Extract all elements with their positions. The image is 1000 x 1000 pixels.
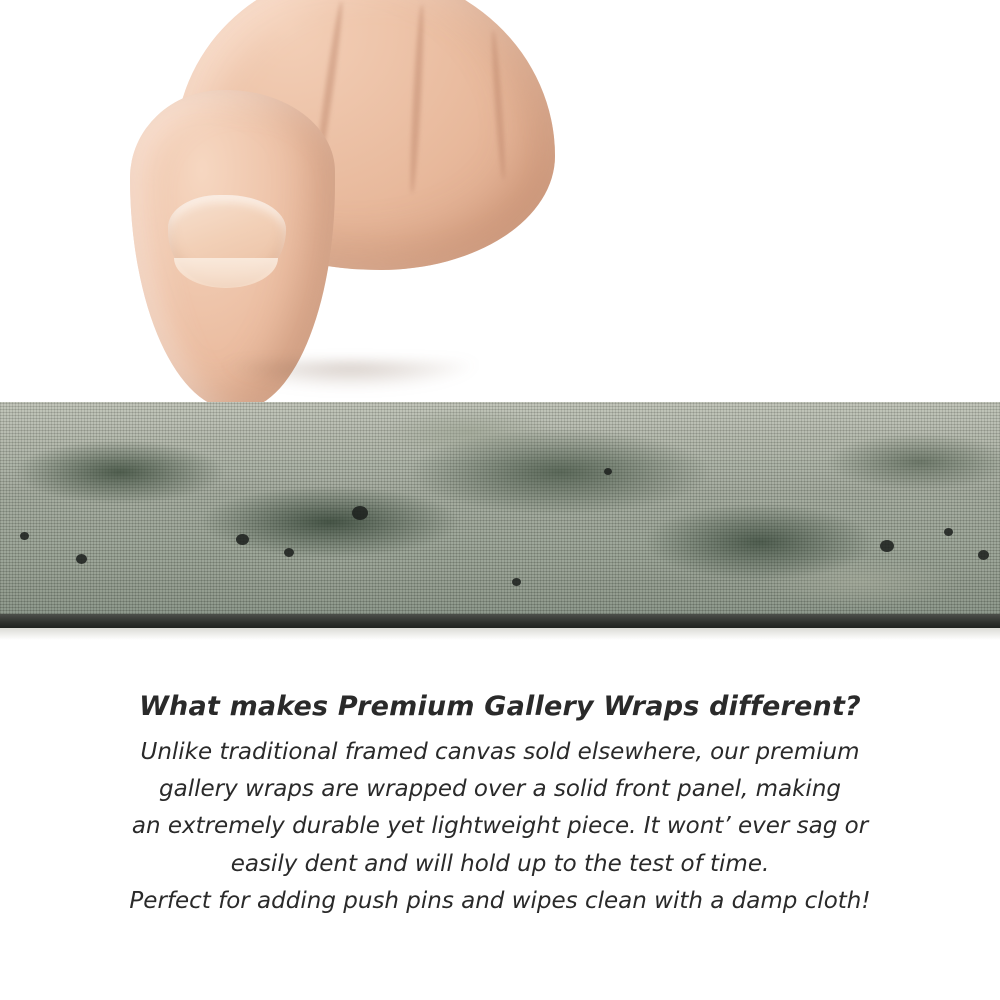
hand-shadow <box>220 362 480 390</box>
hand-photo <box>120 0 550 430</box>
caption-line-2: gallery wraps are wrapped over a solid front panel, making <box>159 776 841 802</box>
canvas-side-edge <box>0 614 1000 628</box>
canvas-speck <box>20 532 29 540</box>
canvas-speck <box>284 548 294 557</box>
canvas-speck <box>352 506 368 520</box>
canvas-speck <box>236 534 249 545</box>
canvas-speck <box>76 554 87 564</box>
canvas-speck <box>944 528 953 536</box>
caption-line-5: Perfect for adding push pins and wipes clean with a damp cloth! <box>129 887 871 914</box>
canvas-speck <box>880 540 894 552</box>
canvas-speck <box>604 468 612 475</box>
knuckle-crease <box>490 30 507 180</box>
canvas-printed-face <box>0 402 1000 614</box>
caption-line-4: easily dent and will hold up to the test of time. <box>230 850 770 877</box>
canvas-speck <box>978 550 989 560</box>
knuckle-crease <box>408 4 426 194</box>
canvas-underside-highlight <box>0 628 1000 640</box>
canvas-wrap-edge <box>0 402 1000 640</box>
caption-block <box>0 690 1000 920</box>
canvas-speck <box>512 578 521 586</box>
caption-heading: What makes Premium Gallery Wraps different? <box>139 691 861 722</box>
caption-line-1: Unlike traditional framed canvas sold elsewhere, our premium <box>140 738 860 765</box>
caption-line-3: an extremely durable yet lightweight piece. It wont’ ever sag or <box>131 813 869 840</box>
